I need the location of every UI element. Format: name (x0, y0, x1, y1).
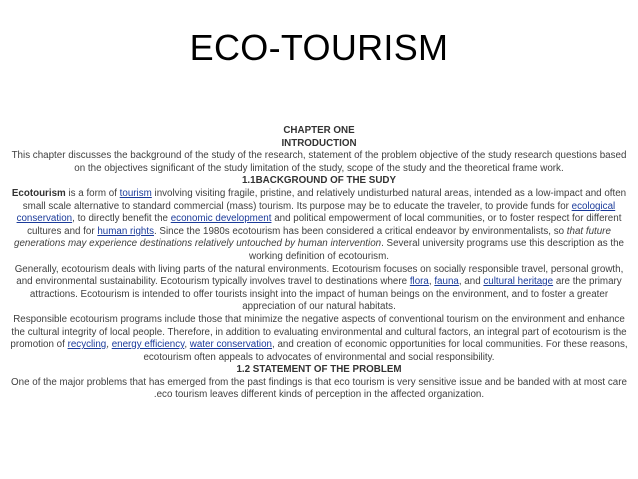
problem-statement-heading: 1.2 STATEMENT OF THE PROBLEM (236, 364, 402, 376)
slide-body (6, 125, 632, 402)
text: , (428, 276, 435, 288)
link-recycling[interactable]: recycling (67, 339, 107, 351)
text: . Since the 1980s ecotourism has been considered a critical endeavor by environmentalists, so (153, 225, 567, 237)
text: , and (458, 276, 484, 288)
introduction-heading: INTRODUCTION (281, 137, 357, 149)
italic-text: that future generations may experience destinations relatively untouched by human intervention (14, 225, 611, 250)
link-cultural-heritage[interactable]: cultural heritage (483, 276, 554, 288)
ecotourism-definition-paragraph (6, 188, 632, 264)
problem-statement-paragraph: One of the major problems that has emerged from the past findings is that eco tourism is very sensitive issue and be banded with at most care .eco tourism leaves different kinds of perception in the affected organization. (11, 376, 627, 401)
link-fauna[interactable]: fauna (434, 276, 459, 288)
intro-paragraph: This chapter discusses the background of the study of the research, statement of the problem objective of the study research questions based on the objectives significant of the study limitation of the study, scope of the study and the theoretical frame work. (11, 150, 627, 174)
text: are the primary attractions. Ecotourism is intended to offer tourists insight into the impact of human beings on the environment, and to foster a greater appreciation of our natural habitats. (29, 276, 622, 313)
link-tourism[interactable]: tourism (119, 187, 152, 199)
text: involving visiting fragile, pristine, and relatively undisturbed natural areas, intended as a low-impact and often small scale alternative to standard commercial (mass) tourism. Its purpose may be to educate the traveler, to provide funds for (22, 187, 627, 212)
link-human-rights[interactable]: human rights (97, 225, 154, 237)
ecotourism-term: Ecotourism (11, 187, 66, 199)
slide-title: ECO-TOURISM (189, 27, 449, 68)
text: and political empowerment of local communities, or to foster respect for different cultures and for (27, 213, 622, 237)
text: Responsible ecotourism programs include those that minimize the negative aspects of conventional tourism on the environment and enhance the cultural integrity of local people. Therefore, in addition to evaluating environmental and cultural factors, an integral part of ecotourism is the promotion of (10, 313, 627, 351)
text: , and creation of economic opportunities for local communities. For these reasons, ecotourism often appeals to advocates of environmental and social responsibility. (143, 339, 628, 363)
link-economic-development[interactable]: economic development (170, 213, 272, 225)
natural-environment-paragraph (6, 264, 632, 314)
link-water-conservation[interactable]: water conservation (189, 339, 273, 351)
text: , (184, 339, 190, 351)
link-flora[interactable]: flora (409, 276, 429, 288)
text: Generally, ecotourism deals with living parts of the natural environments. Ecotourism focuses on socially responsible travel, personal growth, and environmental sustainability. Ecotourism typically involves travel to destinations where (14, 263, 624, 288)
responsible-programs-paragraph (6, 314, 632, 364)
link-energy-efficiency[interactable]: energy efficiency (111, 339, 185, 351)
text: . Several university programs use this description as the working definition of ecotourism. (249, 238, 624, 262)
chapter-heading: CHAPTER ONE (283, 125, 355, 136)
background-heading: 1.1BACKGROUND OF THE SUDY (241, 175, 397, 187)
text: , to directly benefit the (72, 213, 171, 225)
link-ecological-conservation[interactable]: ecological conservation (16, 200, 616, 225)
text: , (106, 339, 112, 351)
text: is a form of (65, 187, 120, 199)
